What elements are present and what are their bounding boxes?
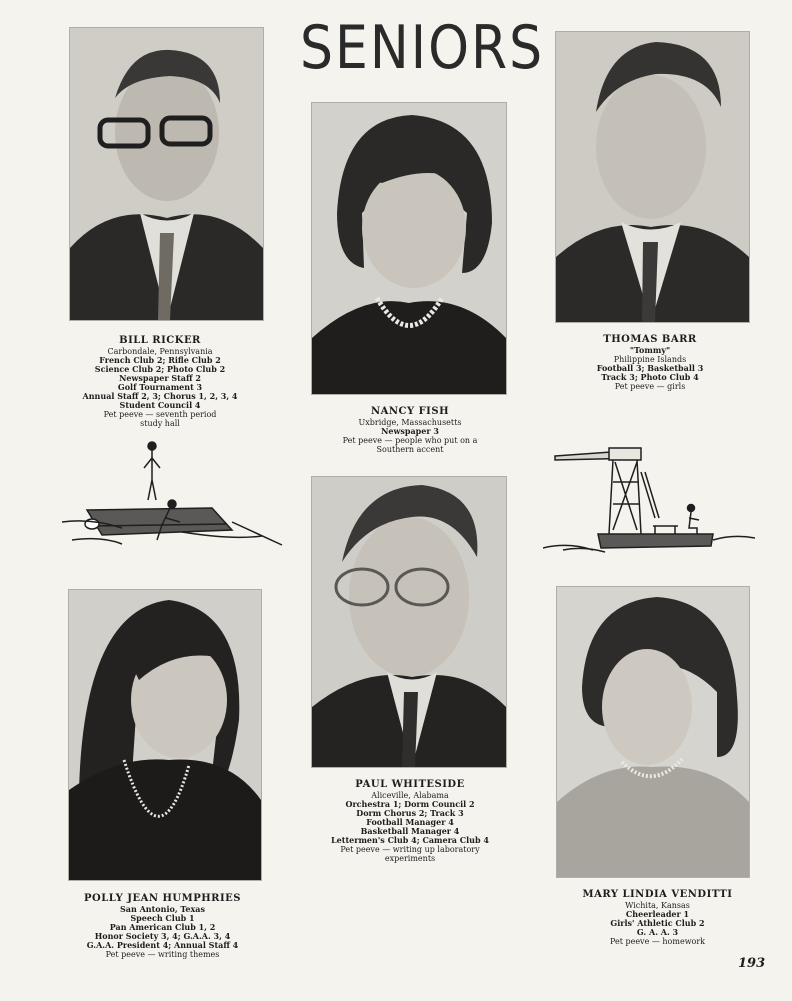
detail-line: Pan American Club 1, 2: [109, 922, 216, 932]
page-number: 193: [738, 956, 766, 971]
portrait-mary-lindia-venditti: [556, 586, 750, 878]
raft-swimmers-sketch: [62, 440, 288, 555]
portrait-polly-jean-humphries: [68, 589, 262, 881]
page-title: SENIORS: [300, 14, 545, 83]
detail-line: Pet peeve — homework: [609, 937, 706, 946]
detail-line: Golf Tournament 3: [117, 382, 203, 392]
portrait-nancy-fish: [311, 102, 507, 395]
caption-paul-whiteside: [305, 780, 515, 863]
detail-line: Annual Staff 2, 3; Chorus 1, 2, 3, 4: [82, 391, 238, 401]
detail-line: Science Club 2; Photo Club 2: [94, 364, 226, 374]
caption-nancy-fish: [305, 407, 515, 454]
detail-line: Pet peeve — writing themes: [105, 950, 220, 959]
senior-name: BILL RICKER: [119, 335, 201, 346]
detail-line: Girls' Athletic Club 2: [610, 918, 705, 928]
detail-line: Carbondale, Pennsylvania: [107, 347, 213, 356]
detail-line: Student Council 4: [119, 400, 201, 410]
detail-line: Pet peeve — writing up laboratory: [340, 845, 480, 854]
detail-line: Honor Society 3, 4; G.A.A. 3, 4: [94, 931, 231, 941]
detail-line: Orchestra 1; Dorm Council 2: [345, 799, 475, 809]
caption-mary-lindia-venditti: [555, 890, 760, 946]
senior-name: PAUL WHITESIDE: [355, 779, 465, 790]
detail-line: Southern accent: [376, 445, 444, 454]
detail-line: Newspaper 3: [381, 426, 439, 436]
caption-bill-ricker: [60, 336, 260, 428]
detail-line: Basketball Manager 4: [360, 826, 460, 836]
portrait-bill-ricker: [69, 27, 264, 321]
detail-line: Wichita, Kansas: [625, 901, 690, 910]
portrait-thomas-barr: [555, 31, 750, 323]
senior-name: THOMAS BARR: [603, 334, 697, 345]
detail-line: French Club 2; Rifle Club 2: [99, 355, 221, 365]
portrait-paul-whiteside: [311, 476, 507, 768]
detail-line: Football 3; Basketball 3: [596, 363, 704, 373]
detail-line: Track 3; Photo Club 4: [601, 372, 699, 382]
detail-line: study hall: [140, 419, 180, 428]
detail-line: Cheerleader 1: [625, 909, 690, 919]
detail-line: Pet peeve — people who put on a: [342, 436, 478, 445]
senior-name: MARY LINDIA VENDITTI: [582, 889, 733, 900]
detail-line: "Tommy": [629, 345, 671, 355]
detail-line: Speech Club 1: [130, 913, 195, 923]
detail-line: Aliceville, Alabama: [371, 791, 449, 800]
detail-line: Pet peeve — girls: [614, 382, 686, 391]
detail-line: G.A.A. President 4; Annual Staff 4: [86, 940, 239, 950]
senior-name: POLLY JEAN HUMPHRIES: [83, 893, 242, 904]
detail-line: Philippine Islands: [613, 355, 687, 364]
detail-line: Football Manager 4: [366, 817, 454, 827]
caption-thomas-barr: [550, 335, 750, 391]
caption-polly-jean-humphries: [55, 894, 270, 959]
detail-line: G. A. A. 3: [636, 927, 679, 937]
diving-tower-sketch: [543, 442, 755, 558]
detail-line: Dorm Chorus 2; Track 3: [356, 808, 464, 818]
detail-line: Lettermen's Club 4; Camera Club 4: [331, 835, 489, 845]
detail-line: experiments: [384, 854, 436, 863]
detail-line: Uxbridge, Massachusetts: [358, 418, 462, 427]
detail-line: Newspaper Staff 2: [119, 373, 201, 383]
detail-line: Pet peeve — seventh period: [103, 410, 217, 419]
detail-line: San Antonio, Texas: [120, 904, 205, 914]
senior-name: NANCY FISH: [370, 406, 450, 417]
